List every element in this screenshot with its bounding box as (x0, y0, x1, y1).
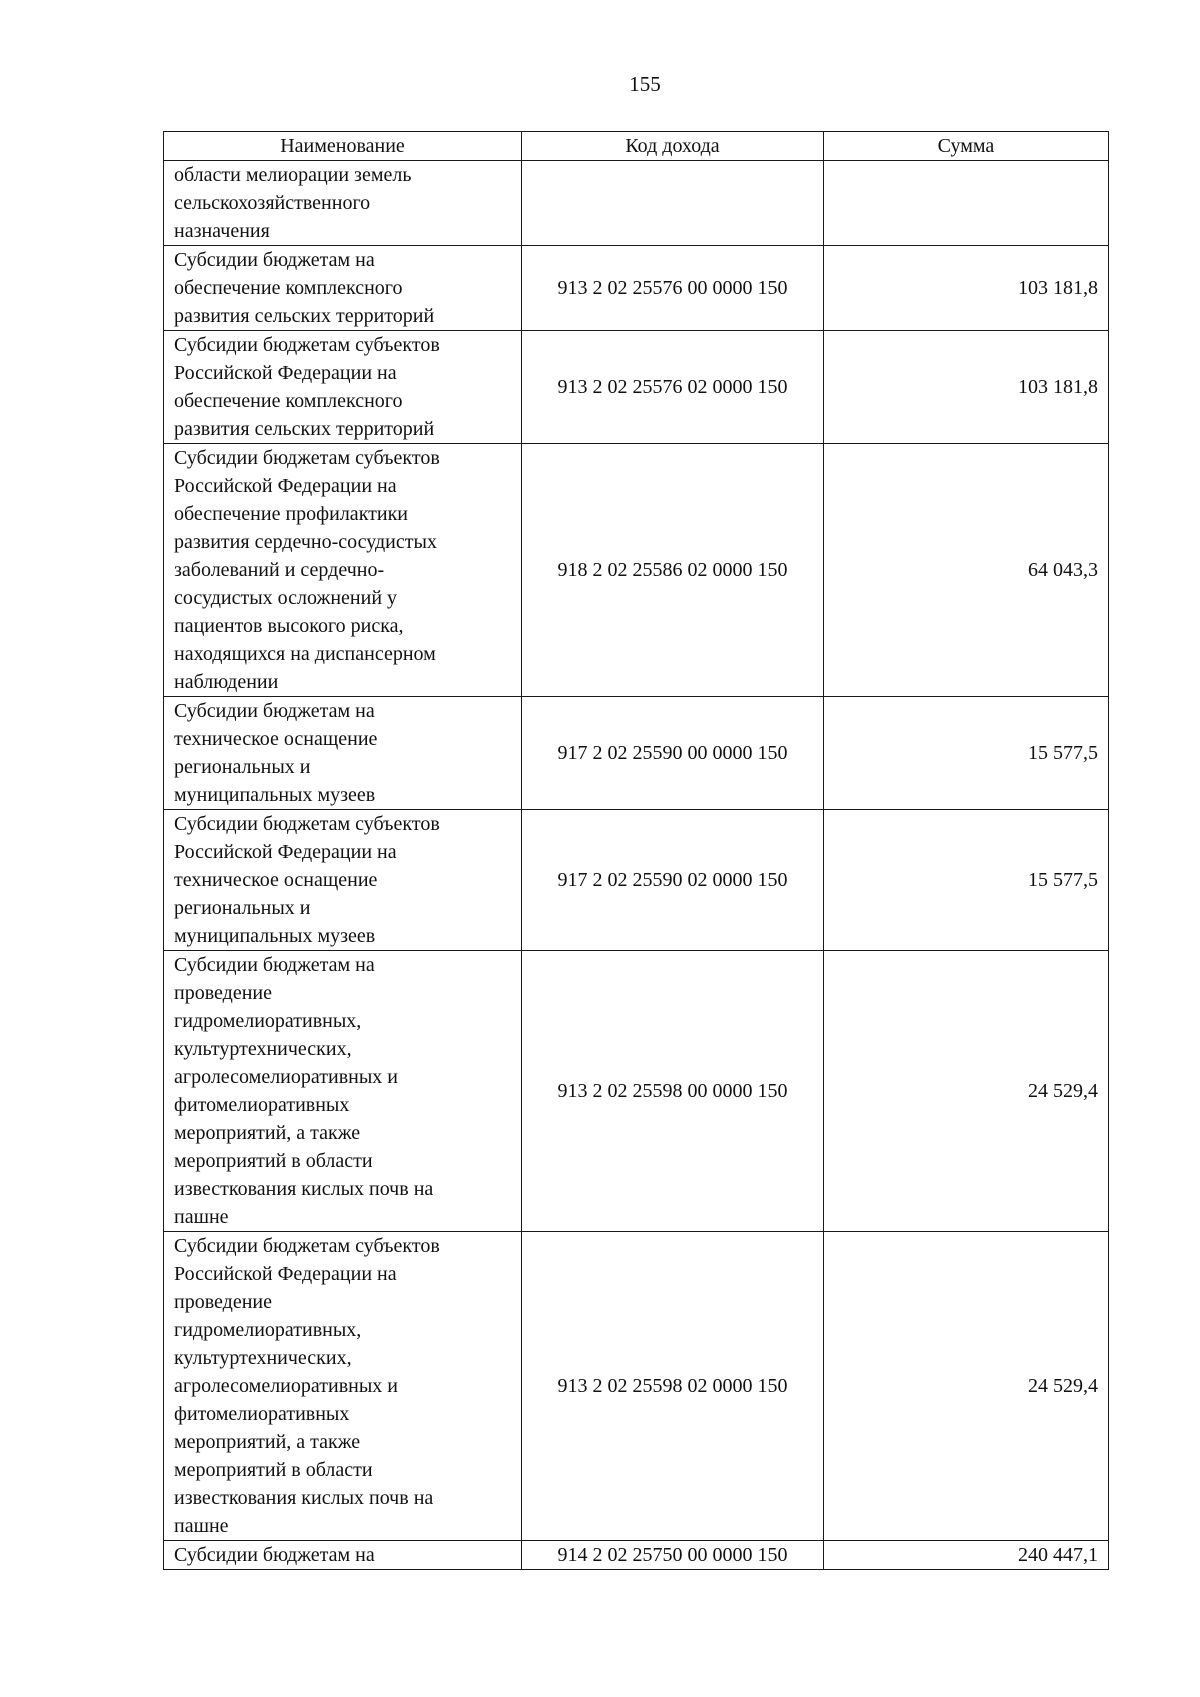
cell-code: 917 2 02 25590 02 0000 150 (522, 810, 824, 951)
cell-name (164, 810, 522, 951)
cell-name (164, 697, 522, 810)
cell-code: 913 2 02 25576 02 0000 150 (522, 331, 824, 444)
table-row (164, 331, 1109, 444)
cell-sum: 103 181,8 (824, 246, 1109, 331)
cell-sum: 24 529,4 (824, 1232, 1109, 1541)
name-text: Субсидии бюджетам субъектов Российской Федерации на обеспечение профилактики развития сердечно-сосудистых заболеваний и сердечно- сосудистых осложнений у пациентов высокого риска, находящихся на диспансерном наблюдении (174, 447, 440, 693)
name-text: области мелиорации земель сельскохозяйственного назначения (174, 164, 412, 242)
name-text: Субсидии бюджетам на (174, 1544, 375, 1566)
cell-code (522, 161, 824, 246)
table-row (164, 246, 1109, 331)
table-row (164, 161, 1109, 246)
name-text: Субсидии бюджетам на техническое оснащение региональных и муниципальных музеев (174, 700, 378, 806)
cell-name (164, 1541, 522, 1570)
cell-sum (824, 161, 1109, 246)
name-text: Субсидии бюджетам субъектов Российской Федерации на обеспечение комплексного развития сельских территорий (174, 334, 440, 440)
cell-name (164, 246, 522, 331)
cell-sum: 240 447,1 (824, 1541, 1109, 1570)
column-header-code: Код дохода (522, 132, 824, 161)
table-row (164, 951, 1109, 1232)
column-header-name: Наименование (164, 132, 522, 161)
cell-code: 913 2 02 25598 02 0000 150 (522, 1232, 824, 1541)
name-text: Субсидии бюджетам на обеспечение комплексного развития сельских территорий (174, 249, 435, 327)
page-number: 155 (629, 72, 661, 96)
cell-name (164, 331, 522, 444)
cell-name (164, 444, 522, 697)
name-text: Субсидии бюджетам субъектов Российской Федерации на техническое оснащение региональных и муниципальных музеев (174, 813, 440, 947)
name-text: Субсидии бюджетам на проведение гидромелиоративных, культуртехнических, агролесомелиоративных и фитомелиоративных мероприятий, а также мероприятий в области известкования кислых почв на пашне (174, 954, 434, 1228)
table-header-row (164, 132, 1109, 161)
column-header-sum: Сумма (824, 132, 1109, 161)
cell-code: 913 2 02 25598 00 0000 150 (522, 951, 824, 1232)
cell-code: 913 2 02 25576 00 0000 150 (522, 246, 824, 331)
revenue-table (163, 131, 1109, 1570)
cell-name (164, 1232, 522, 1541)
cell-code: 917 2 02 25590 00 0000 150 (522, 697, 824, 810)
table-row (164, 697, 1109, 810)
table-row (164, 1232, 1109, 1541)
cell-code: 918 2 02 25586 02 0000 150 (522, 444, 824, 697)
cell-sum: 24 529,4 (824, 951, 1109, 1232)
cell-sum: 15 577,5 (824, 810, 1109, 951)
table-row (164, 444, 1109, 697)
table-row (164, 810, 1109, 951)
cell-code: 914 2 02 25750 00 0000 150 (522, 1541, 824, 1570)
name-text: Субсидии бюджетам субъектов Российской Федерации на проведение гидромелиоративных, культуртехнических, агролесомелиоративных и фитомелиоративных мероприятий, а также мероприятий в области известкования кислых почв на пашне (174, 1235, 440, 1537)
cell-name (164, 951, 522, 1232)
cell-sum: 64 043,3 (824, 444, 1109, 697)
cell-sum: 15 577,5 (824, 697, 1109, 810)
table-row (164, 1541, 1109, 1570)
cell-name (164, 161, 522, 246)
cell-sum: 103 181,8 (824, 331, 1109, 444)
